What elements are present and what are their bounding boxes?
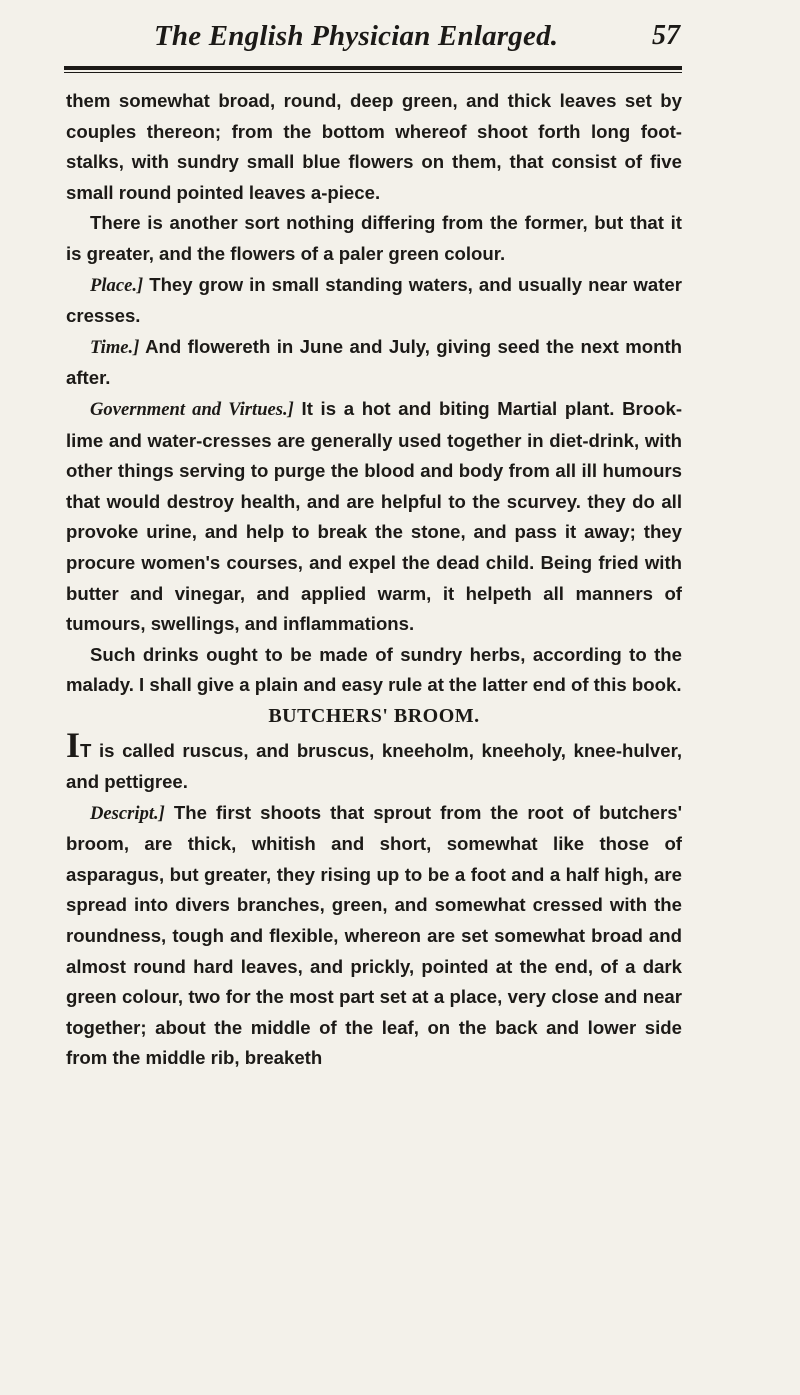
paragraph-text: The first shoots that sprout from the root of butchers' broom, are thick, whitish and short, somewhat like those of asparagus, but greater, they rising up to be a foot and a half high, are spread into divers branches, green, and somewhat cressed with the roundness, tough and flexible, whereon are set somewhat broad and almost round hard leaves, and prickly, pointed at the end, of a dark green colour, two for the most part set at a place, very close and near together; about the middle of the leaf, on the back and lower side from the middle rib, breaketh xyxy=(66,801,682,1069)
paragraph-government xyxy=(66,394,682,640)
paragraph-text: Such drinks ought to be made of sundry herbs, according to the malady. I shall give a plain and easy rule at the latter end of this book. xyxy=(66,643,682,696)
body-text xyxy=(66,86,682,1074)
header-rule-thick xyxy=(64,66,682,70)
paragraph-drinks xyxy=(66,640,682,701)
paragraph-text: They grow in small standing waters, and usually near water cresses. xyxy=(66,273,682,327)
government-label: Government and Virtues.] xyxy=(90,398,294,420)
page-number: 57 xyxy=(652,20,680,51)
paragraph-continuation xyxy=(66,86,682,208)
paragraph-time xyxy=(66,332,682,394)
paragraph-descript xyxy=(66,798,682,1074)
time-label: Time.] xyxy=(90,336,140,358)
running-title: The English Physician Enlarged. xyxy=(154,20,559,52)
drop-cap: I xyxy=(66,725,81,766)
paragraph-text: It is a hot and biting Martial plant. Brook-lime and water-cresses are generally used together in diet-drink, with other things serving to purge the blood and body from all ill humours that would destroy health, and are helpful to the scurvey. they do all provoke urine, and help to break the stone, and pass it away; they procure women's courses, and expel the dead child. Being fried with butter and vinegar, and applied warm, it helpeth all manners of tumours, swellings, and inflammations. xyxy=(66,397,683,635)
paragraph-text: And flowereth in June and July, giving seed the next month after. xyxy=(66,335,682,389)
paragraph-another-sort xyxy=(66,208,682,269)
paragraph-place xyxy=(66,270,682,332)
header-rule-thin xyxy=(64,72,682,73)
place-label: Place.] xyxy=(90,274,144,296)
section-heading: BUTCHERS' BROOM. xyxy=(268,704,480,727)
page-header xyxy=(66,18,682,62)
paragraph-intro xyxy=(66,725,682,797)
paragraph-text: There is another sort nothing differing from the former, but that it is greater, and the flowers of a paler green colour. xyxy=(66,212,682,264)
paragraph-text: T is called ruscus, and bruscus, kneeholm, kneeholy, knee-hulver, and pettigree. xyxy=(66,740,682,793)
paragraph-text: them somewhat broad, round, deep green, and thick leaves set by couples thereon; from the bottom whereof shoot forth long foot-stalks, with sundry small blue flowers on them, that consist of five small round pointed leaves a-piece. xyxy=(66,90,682,203)
descript-label: Descript.] xyxy=(90,802,165,824)
